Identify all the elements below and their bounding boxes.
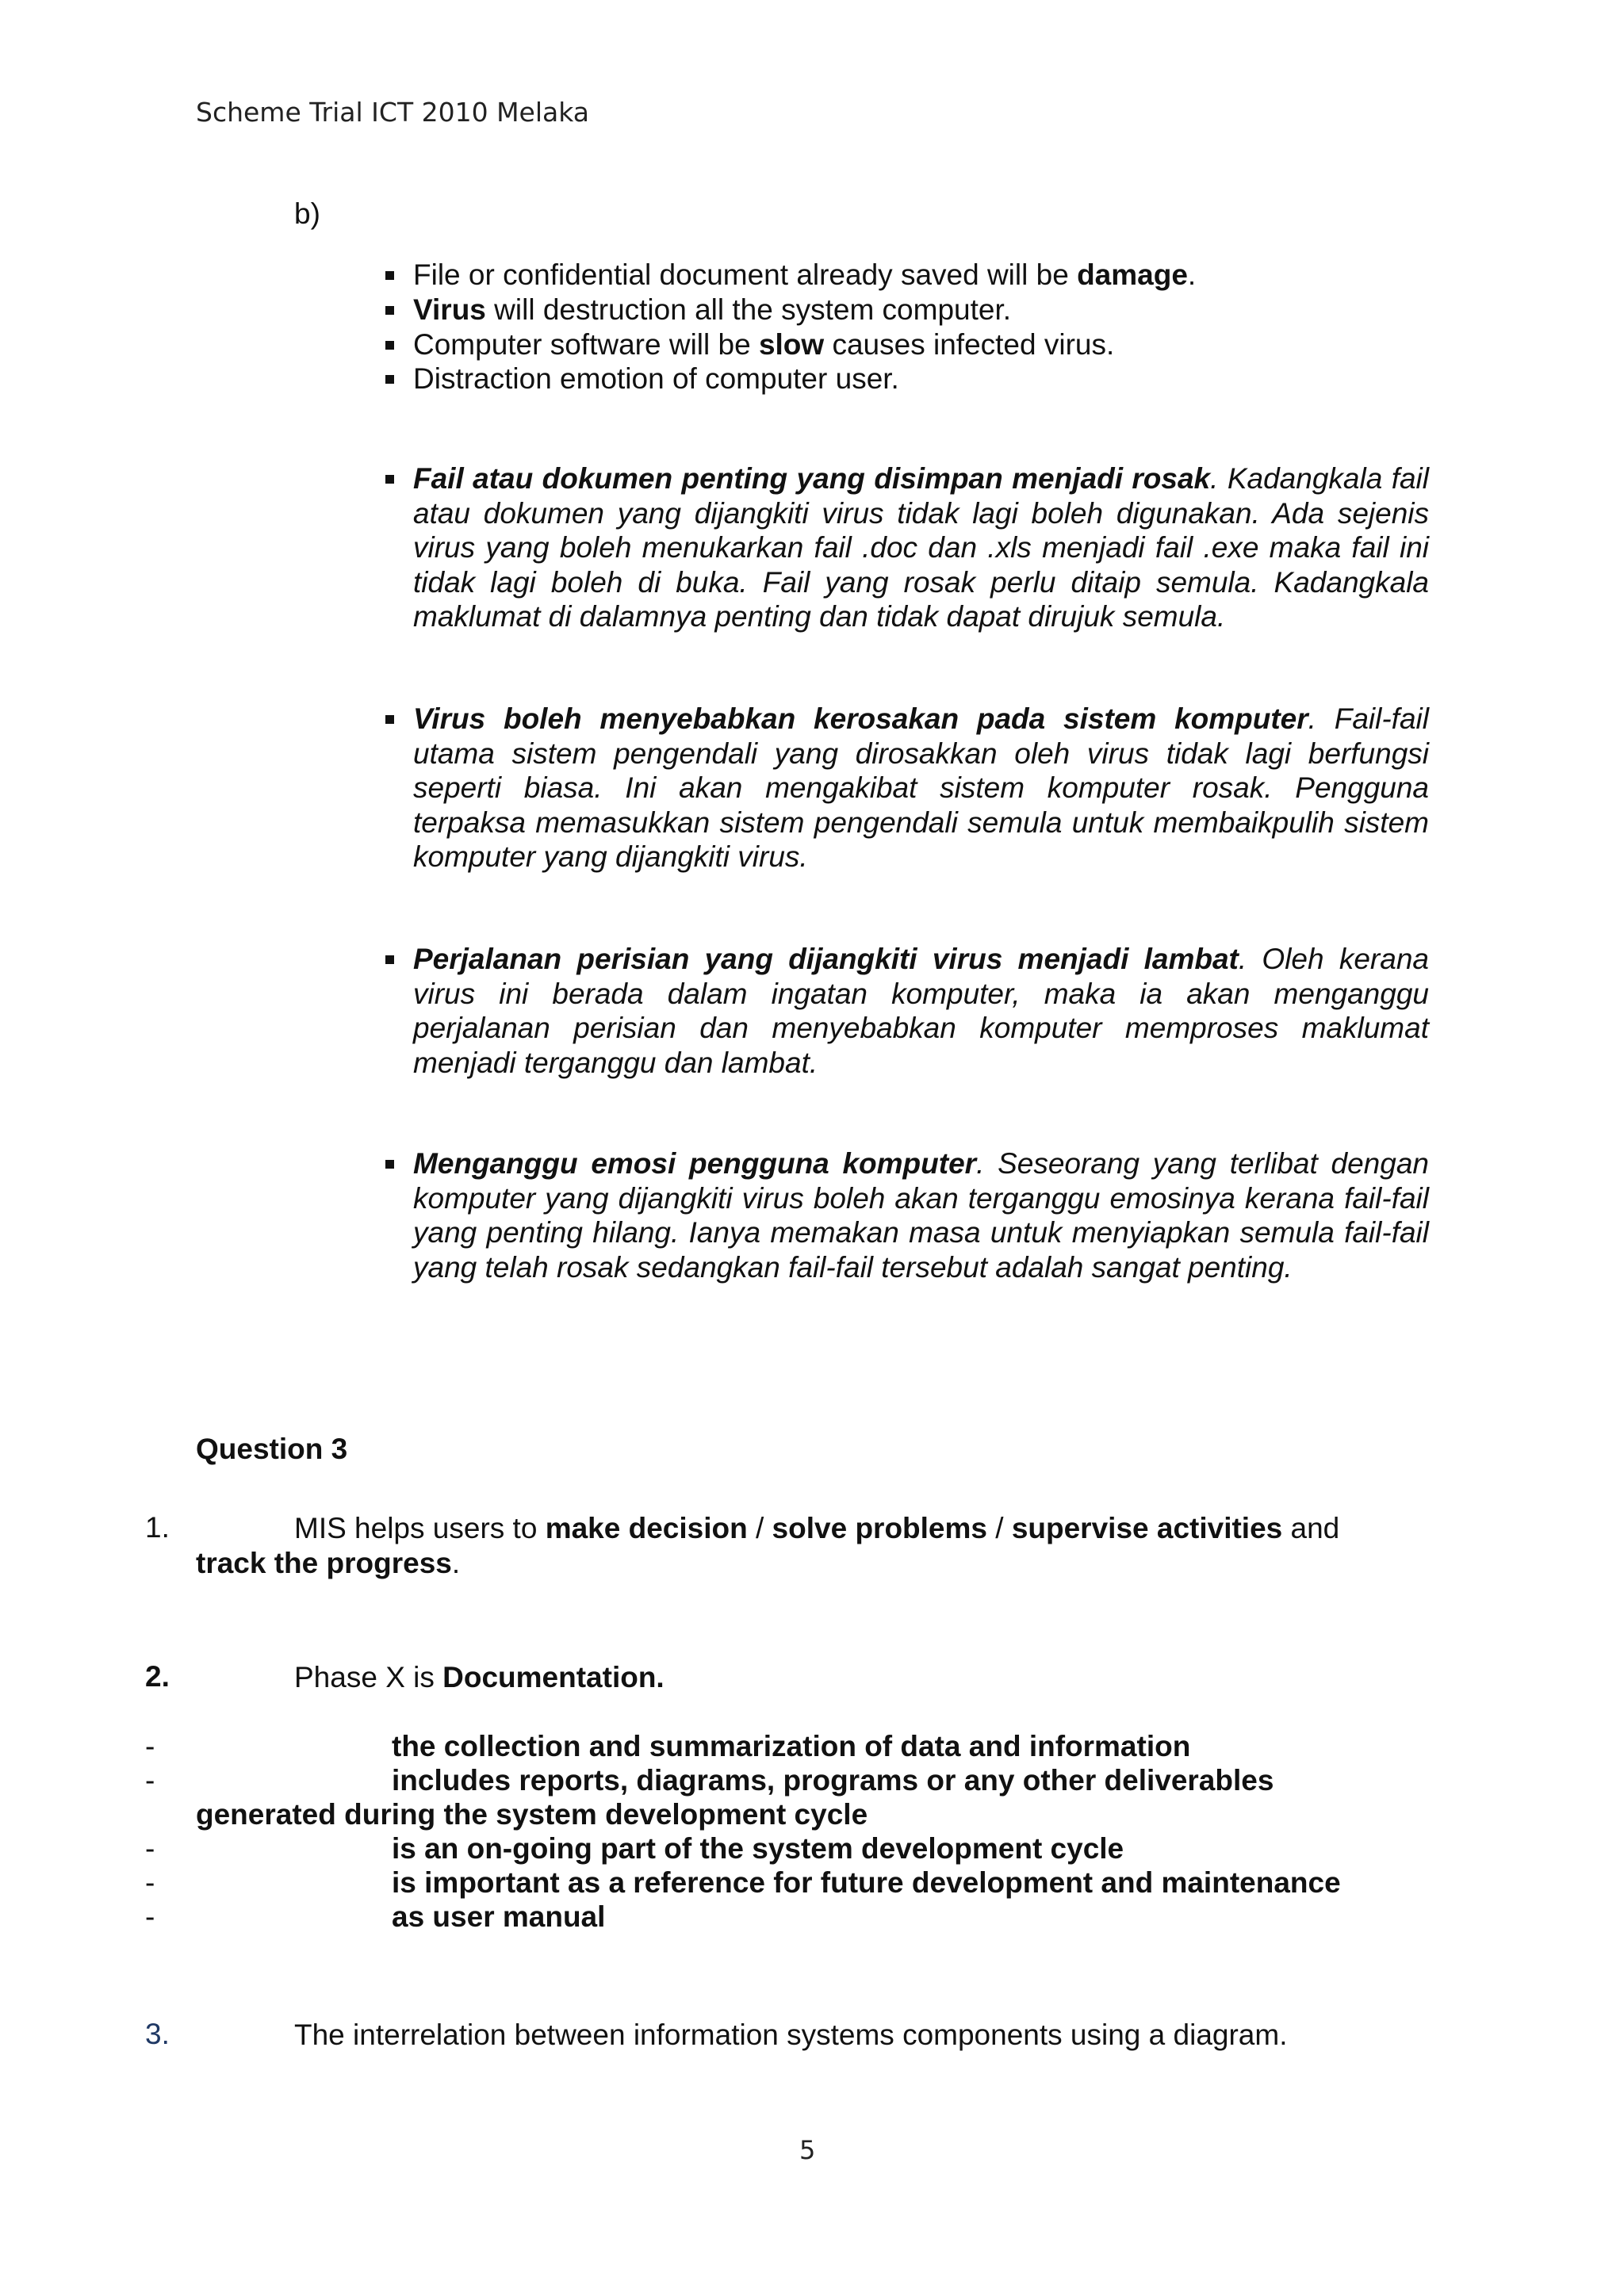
q2-item-continuation: generated during the system development cycle <box>196 1798 868 1831</box>
bullet-marker <box>385 271 394 280</box>
question-title: Question 3 <box>196 1433 348 1465</box>
dash-marker: - <box>145 1730 155 1762</box>
q3-number: 3. <box>145 2018 170 2050</box>
q1-number: 1. <box>145 1511 170 1544</box>
malay-point: Menganggu emosi pengguna komputer. Seseorang yang terlibat dengan komputer yang dijangkiti virus boleh akan terganggu emosinya kerana fail-fail yang penting hilang. Ianya memakan masa untuk menyiapkan semula fail-fail yang telah rosak sedangkan fail-fail tersebut adalah sangat penting. <box>413 1147 1429 1284</box>
bullet-marker <box>385 341 394 350</box>
q2-item: as user manual <box>392 1900 606 1933</box>
english-point: Virus will destruction all the system computer. <box>413 293 1012 326</box>
bullet-marker <box>385 306 394 315</box>
q2-item: includes reports, diagrams, programs or any other deliverables <box>392 1764 1274 1797</box>
q2-item: the collection and summarization of data and information <box>392 1730 1191 1762</box>
malay-point: Fail atau dokumen penting yang disimpan menjadi rosak. Kadangkala fail atau dokumen yang dijangkiti virus tidak lagi boleh digunakan. Ada sejenis virus yang boleh menukarkan fail .doc dan .xls menjadi fail .exe maka fail ini tidak lagi boleh di buka. Fail yang rosak perlu ditaip semula. Kadangkala maklumat di dalamnya penting dan tidak dapat dirujuk semula. <box>413 462 1429 633</box>
page-header: Scheme Trial ICT 2010 Melaka <box>196 97 589 128</box>
page-number: 5 <box>799 2135 816 2165</box>
q1-line2: track the progress. <box>196 1547 461 1579</box>
bullet-marker <box>385 715 394 724</box>
q1-line1: MIS helps users to make decision / solve problems / supervise activities and <box>294 1512 1340 1544</box>
dash-marker: - <box>145 1764 155 1797</box>
part-b-label: b) <box>294 197 320 230</box>
english-point: Computer software will be slow causes infected virus. <box>413 328 1115 361</box>
q2-heading: Phase X is Documentation. <box>294 1661 665 1693</box>
q2-number: 2. <box>145 1660 170 1693</box>
bullet-marker <box>385 1160 394 1169</box>
dash-marker: - <box>145 1900 155 1933</box>
malay-point: Perjalanan perisian yang dijangkiti virus menjadi lambat. Oleh kerana virus ini berada dalam ingatan komputer, maka ia akan menganggu perjalanan perisian dan menyebabkan komputer memproses maklumat menjadi terganggu dan lambat. <box>413 943 1429 1079</box>
dash-marker: - <box>145 1866 155 1899</box>
malay-point: Virus boleh menyebabkan kerosakan pada sistem komputer. Fail-fail utama sistem pengendali yang dirosakkan oleh virus tidak lagi berfungsi seperti biasa. Ini akan mengakibat sistem komputer rosak. Pengguna terpaksa memasukkan sistem pengendali semula untuk membaikpulih sistem komputer yang dijangkiti virus. <box>413 702 1429 873</box>
q2-item: is important as a reference for future development and maintenance <box>392 1866 1341 1899</box>
q3-text: The interrelation between information systems components using a diagram. <box>294 2019 1288 2051</box>
english-point: Distraction emotion of computer user. <box>413 362 899 395</box>
bullet-marker <box>385 375 394 384</box>
q2-item: is an on-going part of the system development cycle <box>392 1832 1124 1865</box>
bullet-marker <box>385 955 394 964</box>
english-point: File or confidential document already saved will be damage. <box>413 258 1197 291</box>
bullet-marker <box>385 475 394 484</box>
dash-marker: - <box>145 1832 155 1865</box>
